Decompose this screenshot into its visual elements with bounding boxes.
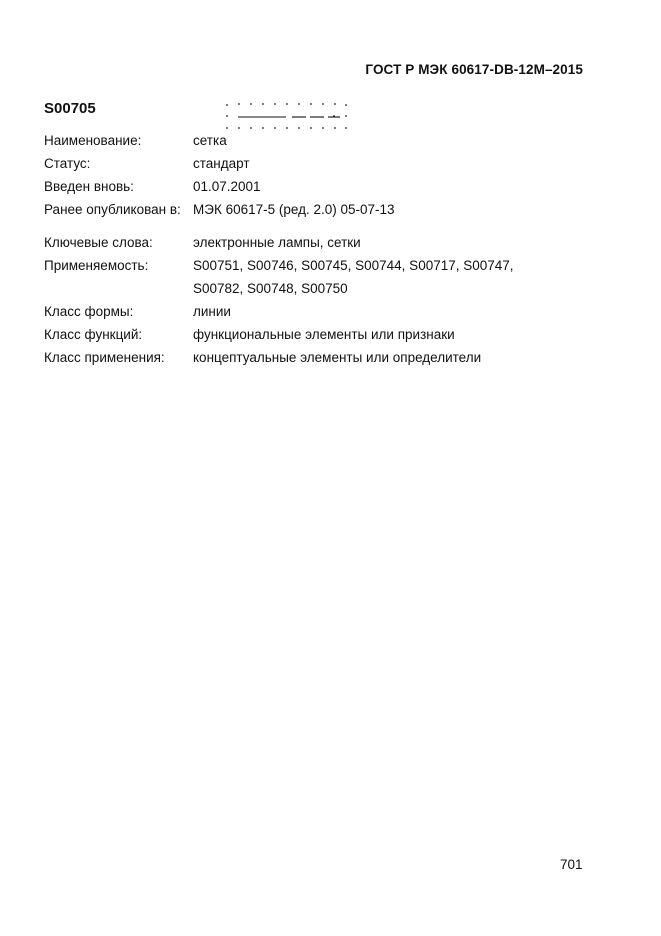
symbol-code: S00705 [44,100,96,117]
field-label: Применяемость: [44,258,149,273]
document-header: ГОСТ Р МЭК 60617-DB-12M–2015 [365,62,583,77]
field-label: Класс формы: [44,304,134,319]
field-value: концептуальные элементы или определители [193,350,482,365]
field-label: Введен вновь: [44,179,134,194]
field-value: линии [193,304,231,319]
page-number: 701 [560,857,583,872]
field-applicability-continuation: S00782, S00748, S00750 [193,281,348,296]
field-value: сетка [193,133,227,148]
field-value: электронные лампы, сетки [193,235,361,250]
field-label: Ранее опубликован в: [44,202,181,217]
field-label: Ключевые слова: [44,235,153,250]
field-label: Класс функций: [44,327,143,342]
field-value: МЭК 60617-5 (ред. 2.0) 05-07-13 [193,202,395,217]
grid-symbol-drawing [224,100,354,134]
field-label: Класс применения: [44,350,165,365]
field-value: S00751, S00746, S00745, S00744, S00717, S00747, [193,258,514,273]
field-label: Статус: [44,156,91,171]
field-value: 01.07.2001 [193,179,261,194]
field-value: стандарт [193,156,250,171]
field-label: Наименование: [44,133,142,148]
field-value: функциональные элементы или признаки [193,327,455,342]
